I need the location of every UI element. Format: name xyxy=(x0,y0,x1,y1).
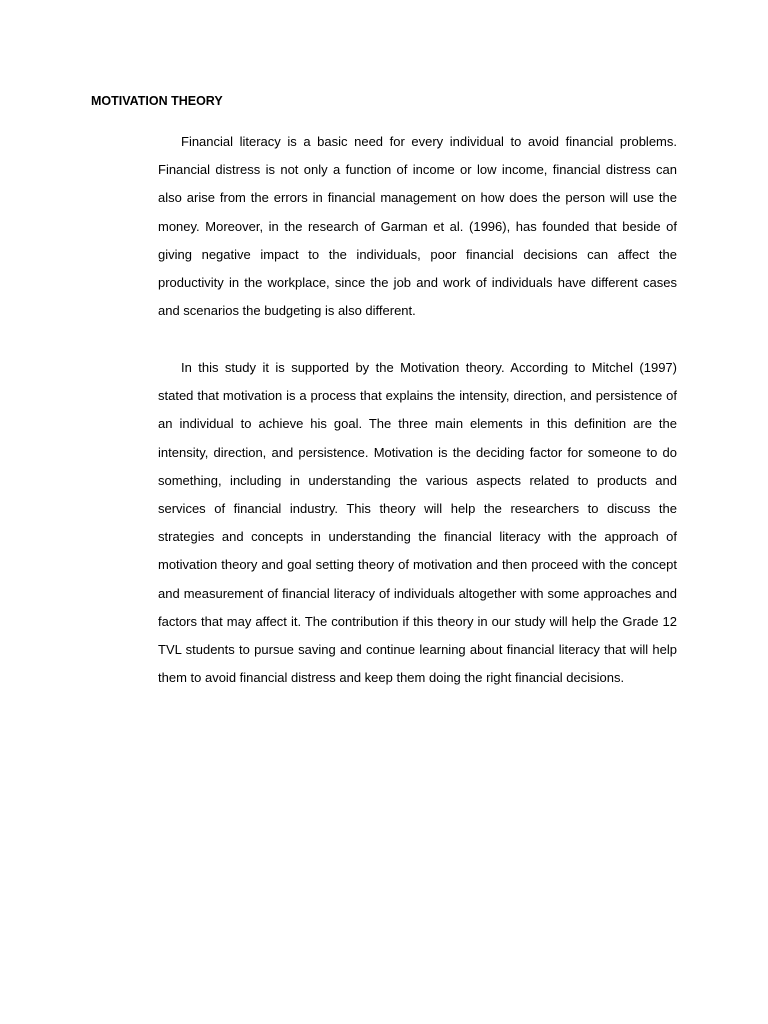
section-heading: MOTIVATION THEORY xyxy=(91,94,223,108)
paragraph-text: In this study it is supported by the Motivation theory. According to Mitchel (1997) stated that motivation is a process that explains the intensity, direction, and persistence of an individual to achieve his goal. The three main elements in this definition are the intensity, direction, and persistence. Motivation is the deciding factor for someone to do something, including in understanding the various aspects related to products and services of financial industry. This theory will help the researchers to discuss the strategies and concepts in understanding the financial literacy with the approach of motivation theory and goal setting theory of motivation and then proceed with the concept and measurement of financial literacy of individuals altogether with some approaches and factors that may affect it. The contribution if this theory in our study will help the Grade 12 TVL students to pursue saving and continue learning about financial literacy that will help them to avoid financial distress and keep them doing the right financial decisions. xyxy=(158,360,677,686)
paragraph-financial-literacy xyxy=(158,128,677,325)
paragraph-motivation-theory xyxy=(158,354,677,692)
paragraph-text: Financial literacy is a basic need for every individual to avoid financial problems. Financial distress is not only a function of income or low income, financial distress can also arise from the errors in financial management on how does the person will use the money. Moreover, in the research of Garman et al. (1996), has founded that beside of giving negative impact to the individuals, poor financial decisions can affect the productivity in the workplace, since the job and work of individuals have different cases and scenarios the budgeting is also different. xyxy=(158,134,677,319)
